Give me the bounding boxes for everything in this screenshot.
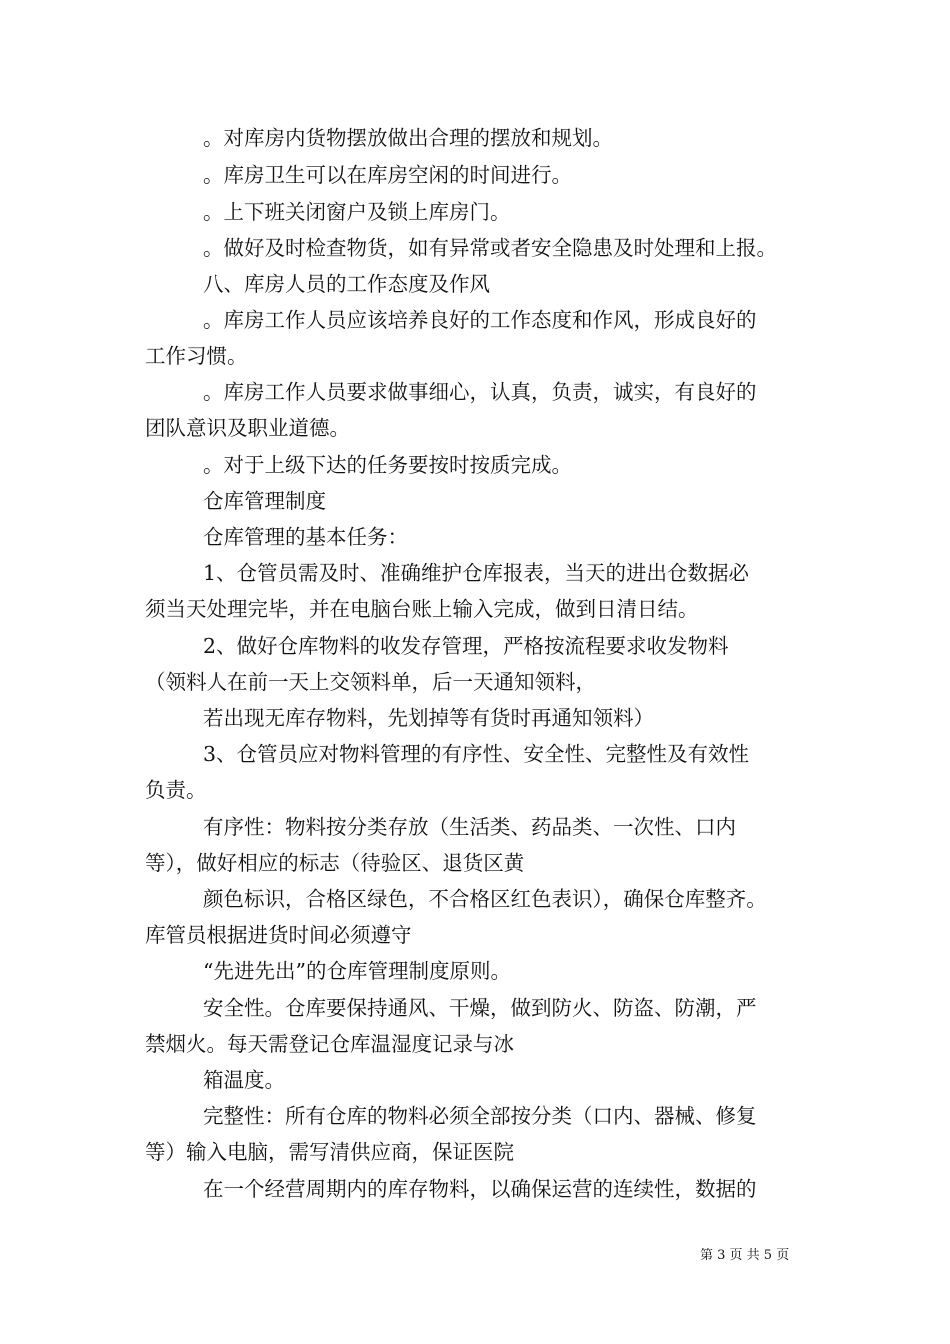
text-line: 。对于上级下达的任务要按时按质完成。 bbox=[203, 453, 572, 477]
text-line: 完整性：所有仓库的物料必须全部按分类（口内、器械、修复 bbox=[203, 1104, 757, 1128]
text-line: 有序性：物料按分类存放（生活类、药品类、一次性、口内 bbox=[203, 815, 736, 839]
text-line: 团队意识及职业道德。 bbox=[145, 416, 350, 440]
text-line: 3、仓管员应对物料管理的有序性、安全性、完整性及有效性 bbox=[203, 742, 750, 766]
text-line: 。做好及时检查物货，如有异常或者安全隐患及时处理和上报。 bbox=[203, 236, 777, 260]
text-line: 在一个经营周期内的库存物料，以确保运营的连续性，数据的 bbox=[203, 1177, 757, 1201]
text-line: 工作习惯。 bbox=[145, 344, 248, 368]
text-line: 库管员根据进货时间必须遵守 bbox=[145, 923, 412, 947]
text-line: 。库房工作人员应该培养良好的工作态度和作风，形成良好的 bbox=[203, 308, 757, 332]
text-line: 等）输入电脑，需写清供应商，保证医院 bbox=[145, 1140, 514, 1164]
text-line: 等），做好相应的标志（待验区、退货区黄 bbox=[145, 851, 525, 875]
text-line: 负责。 bbox=[145, 778, 207, 802]
text-line: 。库房工作人员要求做事细心，认真，负责，诚实，有良好的 bbox=[203, 380, 757, 404]
text-line: 。对库房内货物摆放做出合理的摆放和规划。 bbox=[203, 126, 613, 150]
text-line: 箱温度。 bbox=[203, 1068, 285, 1092]
page-number: 第 3 页 共 5 页 bbox=[700, 1248, 790, 1263]
text-line: 颜色标识，合格区绿色，不合格区红色表识），确保仓库整齐。 bbox=[203, 887, 767, 911]
text-line: “先进先出”的仓库管理制度原则。 bbox=[203, 959, 511, 983]
text-line: 安全性。仓库要保持通风、干燥，做到防火、防盗、防潮，严 bbox=[203, 996, 757, 1020]
text-line: 2、做好仓库物料的收发存管理，严格按流程要求收发物料 bbox=[203, 634, 729, 658]
text-line: 须当天处理完毕，并在电脑台账上输入完成，做到日清日结。 bbox=[145, 597, 699, 621]
section-heading: 仓库管理制度 bbox=[203, 489, 326, 513]
text-line: 禁烟火。每天需登记仓库温湿度记录与冰 bbox=[145, 1032, 514, 1056]
text-line: 1、仓管员需及时、准确维护仓库报表，当天的进出仓数据必 bbox=[203, 561, 750, 585]
text-line: 。上下班关闭窗户及锁上库房门。 bbox=[203, 200, 511, 224]
text-line: 。库房卫生可以在库房空闲的时间进行。 bbox=[203, 163, 572, 187]
text-line: 若出现无库存物料，先划掉等有货时再通知领料） bbox=[203, 706, 654, 730]
section-heading: 八、库房人员的工作态度及作风 bbox=[203, 272, 490, 296]
text-line: （领料人在前一天上交领料单，后一天通知领料， bbox=[145, 670, 596, 694]
text-line: 仓库管理的基本任务： bbox=[203, 525, 408, 549]
